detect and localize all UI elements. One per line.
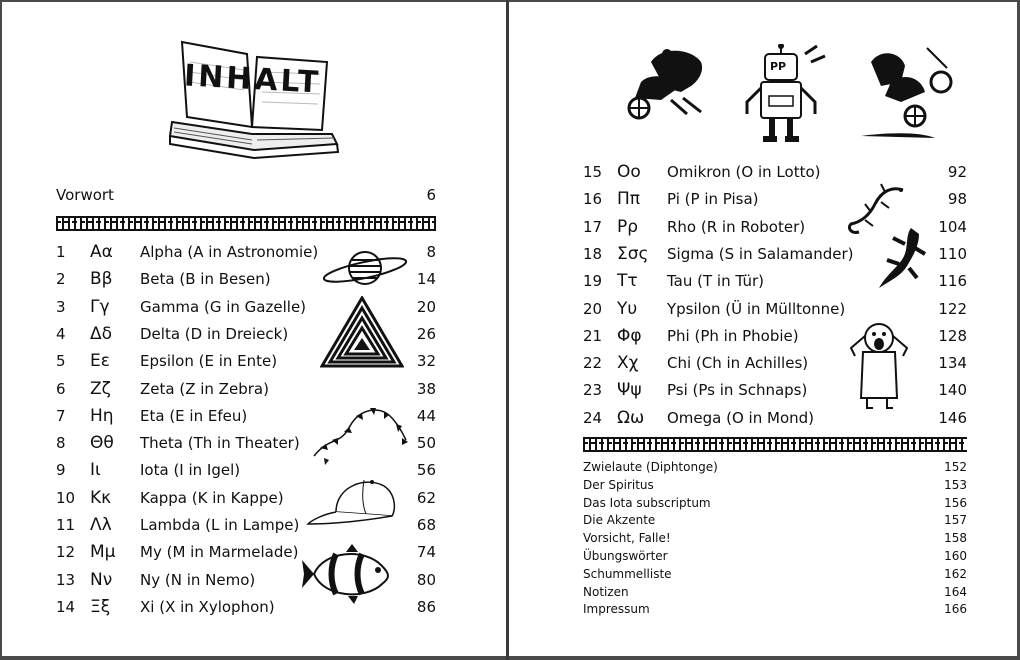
appendix-page: 166 [944,602,967,617]
entry-number: 17 [583,217,603,236]
entry-page: 98 [947,190,967,209]
clownfish-icon [300,542,400,606]
entry-greek-letters: Εε [90,351,110,372]
entry-page: 68 [416,516,436,534]
entry-name: Gamma (G in Gazelle) [140,297,307,316]
entry-name: Sigma (S in Salamander) [667,244,854,263]
meander-divider-left [56,216,436,231]
entry-name: Pi (P in Pisa) [667,190,759,209]
right-entry[interactable] [583,188,967,210]
appendix-page: 153 [944,477,967,492]
entry-page: 74 [416,543,436,562]
entry-number: 2 [56,270,66,289]
entry-name: Eta (E in Efeu) [140,406,248,425]
entry-number: 24 [583,408,603,427]
entry-page: 140 [938,381,967,400]
appendix-page: 162 [944,566,967,581]
entry-page: 122 [938,299,967,318]
entry-page: 20 [416,297,436,316]
entry-page: 62 [416,488,436,507]
entry-number: 10 [56,488,76,507]
entry-page: 50 [416,434,436,453]
entry-greek-letters: Δδ [90,323,113,344]
appendix-page: 157 [944,513,967,528]
lizard-illustration [875,224,929,296]
entry-page: 128 [938,326,967,345]
entry-page: 56 [416,461,436,480]
entry-number: 6 [56,379,66,398]
entry-name: Lambda (L in Lampe) [140,516,300,534]
ivy-icon [310,396,410,466]
entry-name: Psi (Ps in Schnaps) [667,381,808,400]
entry-page: 110 [938,244,967,263]
entry-number: 22 [583,354,603,373]
entry-greek-letters: Ττ [617,271,638,292]
vorwort-label: Vorwort [56,186,114,204]
entry-page: 146 [938,408,967,427]
entry-greek-letters: Ψψ [617,380,642,401]
entry-greek-letters: Θθ [90,433,114,454]
entry-number: 21 [583,326,603,345]
cap-illustration [306,472,398,532]
entry-greek-letters: Ωω [617,407,645,428]
entry-name: Ypsilon (Ü in Mülltonne) [667,299,846,318]
entry-name: Epsilon (E in Ente) [140,352,278,371]
appendix-label: Übungswörter [583,549,668,563]
entry-name: Xi (X in Xylophon) [140,597,275,616]
entry-number: 11 [56,516,76,534]
appendix-label: Zwielaute (Diphtonge) [583,460,718,474]
screaming-man-illustration [847,318,911,416]
cap-icon [306,472,398,528]
entry-greek-letters: Νν [90,569,113,590]
chariot-icon [621,42,711,122]
entry-greek-letters: Οο [617,162,641,182]
appendix-label: Der Spiritus [583,477,654,492]
entry-greek-letters: Φφ [617,325,642,346]
entry-name: Omikron (O in Lotto) [667,163,821,181]
planet-icon [320,246,410,290]
robot-label: PP [770,60,787,73]
entry-page: 104 [938,217,967,236]
entry-name: Kappa (K in Kappe) [140,488,284,507]
entry-number: 16 [583,190,603,209]
entry-greek-letters: Ξξ [90,596,111,617]
fish-illustration [300,542,400,610]
entry-greek-letters: Γγ [90,296,110,317]
right-entry[interactable] [583,298,967,320]
entry-greek-letters: Μμ [90,542,116,563]
appendix-page: 152 [944,460,967,474]
entry-greek-letters: Χχ [617,353,639,374]
vorwort-row[interactable] [56,185,436,205]
entry-name: Ny (N in Nemo) [140,570,256,589]
entry-name: Beta (B in Besen) [140,270,271,289]
entry-greek-letters: Κκ [90,487,112,508]
chariot-illustration-left [621,42,711,126]
entry-greek-letters: Αα [90,242,113,262]
entry-number: 18 [583,244,603,263]
entry-page: 134 [938,354,967,373]
entry-page: 26 [416,324,436,343]
entry-name: Delta (D in Dreieck) [140,324,289,343]
entry-greek-letters: Ρρ [617,216,639,237]
appendix-label: Das Iota subscriptum [583,495,711,510]
entry-number: 4 [56,324,66,343]
title-illustration [162,32,342,162]
ivy-illustration [310,396,410,470]
entry-number: 7 [56,406,66,425]
meander-divider-right [583,437,967,452]
entry-number: 19 [583,272,603,291]
appendix-label: Notizen [583,584,629,599]
entry-greek-letters: Ιι [90,460,101,481]
entry-name: Chi (Ch in Achilles) [667,354,809,373]
entry-number: 15 [583,163,603,181]
entry-number: 8 [56,434,66,453]
entry-name: Rho (R in Roboter) [667,217,806,236]
entry-page: 80 [416,570,436,589]
entry-page: 116 [938,272,967,291]
entry-number: 14 [56,597,76,616]
appendix-page: 158 [944,531,967,546]
entry-greek-letters: Ββ [90,269,113,290]
entry-page: 32 [416,352,436,371]
entry-greek-letters: Λλ [90,515,112,535]
entry-page: 38 [416,379,436,398]
entry-number: 1 [56,243,66,261]
appendix-label: Vorsicht, Falle! [583,531,671,546]
screaming-man-icon [847,318,911,412]
entry-number: 13 [56,570,76,589]
chariot-illustration-right [861,42,961,142]
entry-number: 20 [583,299,603,318]
left-page [2,2,506,656]
appendix-label: Schummelliste [583,566,672,581]
entry-page: 8 [426,243,436,261]
entry-name: Phi (Ph in Phobie) [667,326,799,345]
appendix-page: 160 [944,549,967,563]
entry-page: 92 [947,163,967,181]
entry-name: Theta (Th in Theater) [140,434,300,453]
right-page [509,2,1017,656]
entry-name: Zeta (Z in Zebra) [140,379,269,398]
triangle-illustration [320,296,404,372]
lizard-icon [875,224,929,292]
entry-greek-letters: Υυ [617,298,638,319]
entry-name: Omega (O in Mond) [667,408,814,427]
entry-greek-letters: Ζζ [90,378,111,399]
title: INHALT [183,58,323,101]
entry-name: Tau (T in Tür) [667,272,765,291]
entry-page: 44 [416,406,436,425]
appendix-page: 156 [944,495,967,510]
entry-name: Alpha (A in Astronomie) [140,243,319,261]
entry-number: 5 [56,352,66,371]
appendix-label: Impressum [583,602,650,617]
entry-name: Iota (I in Igel) [140,461,241,480]
right-entry[interactable] [583,161,967,183]
entry-number: 3 [56,297,66,316]
entry-page: 14 [416,270,436,289]
entry-greek-letters: Ηη [90,405,114,426]
robot-illustration [741,44,827,152]
entry-greek-letters: Σσς [617,243,649,264]
entry-page: 86 [416,597,436,616]
entry-name: My (M in Marmelade) [140,543,299,562]
penrose-triangle-icon [320,296,404,368]
appendix-page: 164 [944,584,967,599]
entry-number: 12 [56,543,76,562]
entry-greek-letters: Ππ [617,189,641,210]
entry-number: 9 [56,461,66,480]
vorwort-page: 6 [426,186,436,204]
chariot-icon [861,42,961,138]
entry-number: 23 [583,381,603,400]
planet-illustration [320,246,410,294]
appendix-label: Die Akzente [583,513,656,528]
